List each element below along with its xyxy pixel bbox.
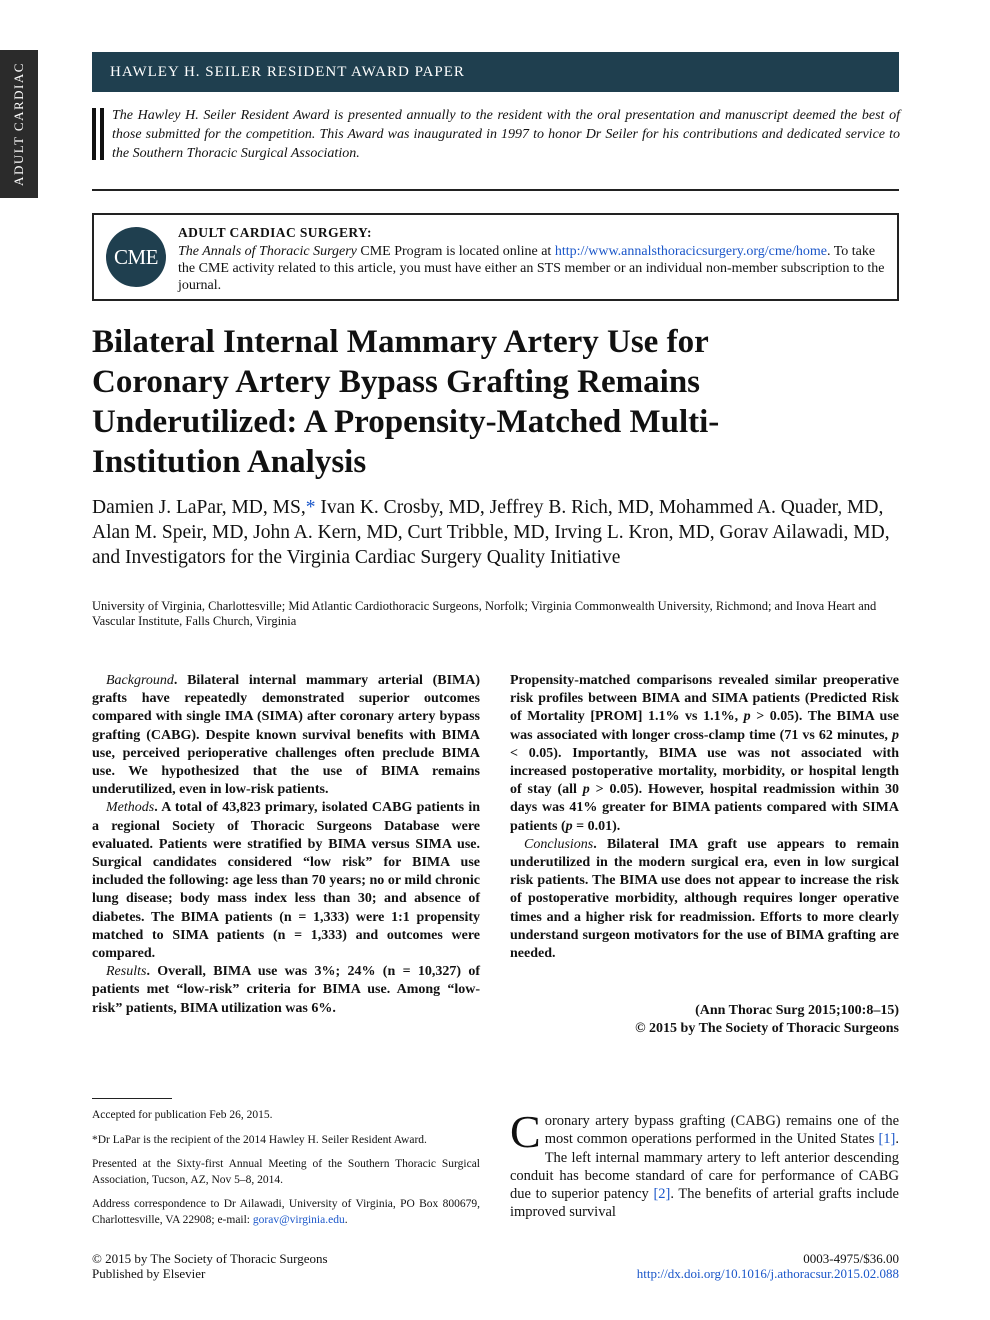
drop-cap: C <box>510 1106 541 1157</box>
cme-text-b: . To take the CME activity related to this article, you must have either an STS member or an individual non-member subscription to the journal. <box>178 244 885 293</box>
award-banner: HAWLEY H. SEILER RESIDENT AWARD PAPER <box>92 52 899 92</box>
footnote-recipient: *Dr LaPar is the recipient of the 2014 Hawley H. Seiler Resident Award. <box>92 1133 427 1146</box>
cme-badge-icon: CME <box>106 227 166 287</box>
cme-text-a: CME Program is located online at <box>356 244 555 259</box>
abstract-column-left <box>92 672 480 1018</box>
co-authors: Ivan K. Crosby, MD, Jeffrey B. Rich, MD, Mohammed A. Quader, MD, Alan M. Speir, MD, John A. Kern, MD, Curt Tribble, MD, Irving L. Kron, MD, Gorav Ailawadi, MD, and Investigators for the Virginia Cardiac Surgery Quality Initiative <box>92 497 890 568</box>
section-side-tab-label: ADULT CARDIAC <box>11 62 26 186</box>
footnotes <box>92 1108 480 1237</box>
abstract-background-text: Bilateral internal mammary arterial (BIMA) grafts have repeatedly demonstrated superior outcomes compared with single IMA (SIMA) after coronary artery bypass grafting (CABG). Despite known survival benefits with BIMA use, perceived perioperative challenges often preclude BIMA use. We hypothesized that the use of BIMA remains underutilized, even in low-risk patients. <box>92 673 480 798</box>
abstract-results-text: Overall, BIMA use was 3%; 24% (n = 10,327) of patients met “low-risk” criteria for BIMA use. Among “low-risk” patients, BIMA utilization was 6%. <box>92 964 481 1016</box>
header-divider <box>92 189 899 191</box>
results-cont-d: > 0.05). However, hospital readmission within 30 days was 41% greater for BIMA patients compared with SIMA patients ( <box>510 782 899 834</box>
author-list <box>92 495 902 570</box>
cme-title: ADULT CARDIAC SURGERY: <box>178 225 372 240</box>
footer-left <box>92 1251 328 1281</box>
award-note-marker <box>92 108 104 160</box>
abstract-methods-heading: Methods <box>106 800 155 816</box>
article-title: Bilateral Internal Mammary Artery Use for Coronary Artery Bypass Grafting Remains Underutilized: A Propensity-Matched Multi-Institution Analysis <box>92 324 720 480</box>
footer-right <box>560 1251 899 1281</box>
results-cont-b: > 0.05). The BIMA use was associated with longer cross-clamp time (71 vs 62 minutes, <box>510 709 899 743</box>
intro-text-c: . The benefits of arterial grafts include improved survival <box>510 1186 899 1221</box>
p-value-symbol: p <box>892 727 899 743</box>
footer-publisher: Published by Elsevier <box>92 1266 206 1281</box>
abstract-results-continued <box>510 672 899 836</box>
citation-block <box>510 1002 899 1038</box>
section-side-tab <box>0 50 38 198</box>
results-cont-e: = 0.01). <box>572 818 621 834</box>
abstract-background: Background. Bilateral internal mammary arterial (BIMA) grafts have repeatedly demonstrated superior outcomes compared with single IMA (SIMA) after coronary artery bypass grafting (CABG). Despite known survival benefits with BIMA use, perceived perioperative challenges often preclude BIMA use. We hypothesized that the use of BIMA remains underutilized, even in low-risk patients. <box>92 673 480 798</box>
abstract-methods-text: A total of 43,823 primary, isolated CABG patients in a regional Society of Thoracic Surgeons Database were evaluated. Patients were stratified by BIMA versus SIMA use. Surgical candidates considered “low risk” for BIMA use included the following: age less than 70 years; no or mild chronic lung disease; body mass index less than 30; and absence of diabetes. The BIMA patients (n = 1,333) were 1:1 propensity matched to SIMA patients (n = 1,333) and outcomes were compared. <box>92 800 480 962</box>
reference-link-1[interactable]: [1] <box>878 1131 896 1148</box>
cme-journal-name: The Annals of Thoracic Surgery <box>178 244 357 259</box>
abstract-results: Results. Overall, BIMA use was 3%; 24% (n = 10,327) of patients met “low-risk” criteria for BIMA use. Among “low-risk” patients, BIMA utilization was 6%. <box>92 964 481 1016</box>
footnote-address-end: . <box>344 1213 348 1226</box>
footnote-address-text: Address correspondence to Dr Ailawadi, University of Virginia, PO Box 800679, Charlottesville, VA 22908; e-mail: <box>92 1198 480 1226</box>
affiliations: University of Virginia, Charlottesville; Mid Atlantic Cardiothoracic Surgeons, Norfolk; Virginia Commonwealth University, Richmond; and Inova Heart and Vascular Institute, Falls Church, Virginia <box>92 599 877 628</box>
p-value-symbol: p <box>565 818 573 834</box>
abstract-methods: Methods. A total of 43,823 primary, isolated CABG patients in a regional Society of Thoracic Surgeons Database were evaluated. Patients were stratified by BIMA versus SIMA use. Surgical candidates considered “low risk” for BIMA use included the following: age less than 70 years; no or mild chronic lung disease; body mass index less than 30; and absence of diabetes. The BIMA patients (n = 1,333) were 1:1 propensity matched to SIMA patients (n = 1,333) and outcomes were compared. <box>92 800 480 962</box>
journal-citation: (Ann Thorac Surg 2015;100:8–15) <box>695 1003 899 1018</box>
footer-copyright: © 2015 by The Society of Thoracic Surgeons <box>92 1251 328 1266</box>
email-link[interactable]: gorav@virginia.edu <box>252 1213 345 1226</box>
cme-box <box>92 213 899 301</box>
abstract-conclusions-heading: Conclusions <box>524 836 594 852</box>
abstract-results-heading: Results <box>106 964 147 980</box>
footnote-address <box>92 1197 480 1228</box>
abstract-conclusions: Conclusions. Bilateral IMA graft use appears to remain underutilized in the modern surgical era, even in low surgical risk patients. The BIMA use does not appear to increase the risk of postoperative morbidity, although requires longer operative times and a higher risk for readmission. Efforts to more clearly understand surgeon motivators for the use of BIMA grafting are needed. <box>510 836 900 962</box>
author-footnote-mark[interactable]: * <box>305 497 316 518</box>
first-author: Damien J. LaPar, MD, MS, <box>92 497 306 518</box>
cme-text <box>178 243 888 294</box>
cme-link[interactable]: http://www.annalsthoracicsurgery.org/cme/home <box>554 244 827 259</box>
results-cont-c: < 0.05). Importantly, BIMA use was not associated with increased postoperative mortality, morbidity, or hospital length of stay (all <box>510 745 899 798</box>
footnote-accepted: Accepted for publication Feb 26, 2015. <box>92 1109 273 1121</box>
citation-copyright: © 2015 by The Society of Thoracic Surgeons <box>635 1021 899 1036</box>
footnote-divider <box>92 1098 172 1099</box>
award-note: The Hawley H. Seiler Resident Award is presented annually to the resident with the oral presentation and manuscript deemed the best of those submitted for the competition. This Award was inaugurated in 1997 to honor Dr Seiler for his contributions and dedicated service to the Southern Thoracic Surgical Association. <box>112 108 900 161</box>
results-cont-a: Propensity-matched comparisons revealed similar preoperative risk profiles between BIMA and SIMA patients (Predicted Risk of Mortality [PROM] 1.1% vs 1.1%, <box>510 673 899 725</box>
intro-text-b: . The left internal mammary artery to left anterior descending conduit has become standard of care for performance of CABG due to superior patency <box>510 1131 899 1203</box>
reference-link-2[interactable]: [2] <box>653 1186 671 1203</box>
intro-text-a: oronary artery bypass grafting (CABG) remains one of the most common operations performed in the United States <box>544 1113 899 1148</box>
abstract-column-right <box>510 672 899 963</box>
introduction-text <box>510 1106 899 1222</box>
p-value-symbol: p <box>743 709 751 725</box>
p-value-symbol: p <box>582 782 590 798</box>
abstract-background-heading: Background <box>106 673 174 688</box>
footer-issn: 0003-4975/$36.00 <box>803 1251 899 1266</box>
footnote-presented: Presented at the Sixty-first Annual Meeting of the Southern Thoracic Surgical Association, Tucson, AZ, Nov 5–8, 2014. <box>92 1158 480 1186</box>
doi-link[interactable]: http://dx.doi.org/10.1016/j.athoracsur.2015.02.088 <box>636 1266 899 1281</box>
abstract-conclusions-text: Bilateral IMA graft use appears to remain underutilized in the modern surgical era, even in low surgical risk patients. The BIMA use does not appear to increase the risk of postoperative morbidity, although requires longer operative times and a higher risk for readmission. Efforts to more clearly understand surgeon motivators for the use of BIMA grafting are needed. <box>510 836 900 962</box>
